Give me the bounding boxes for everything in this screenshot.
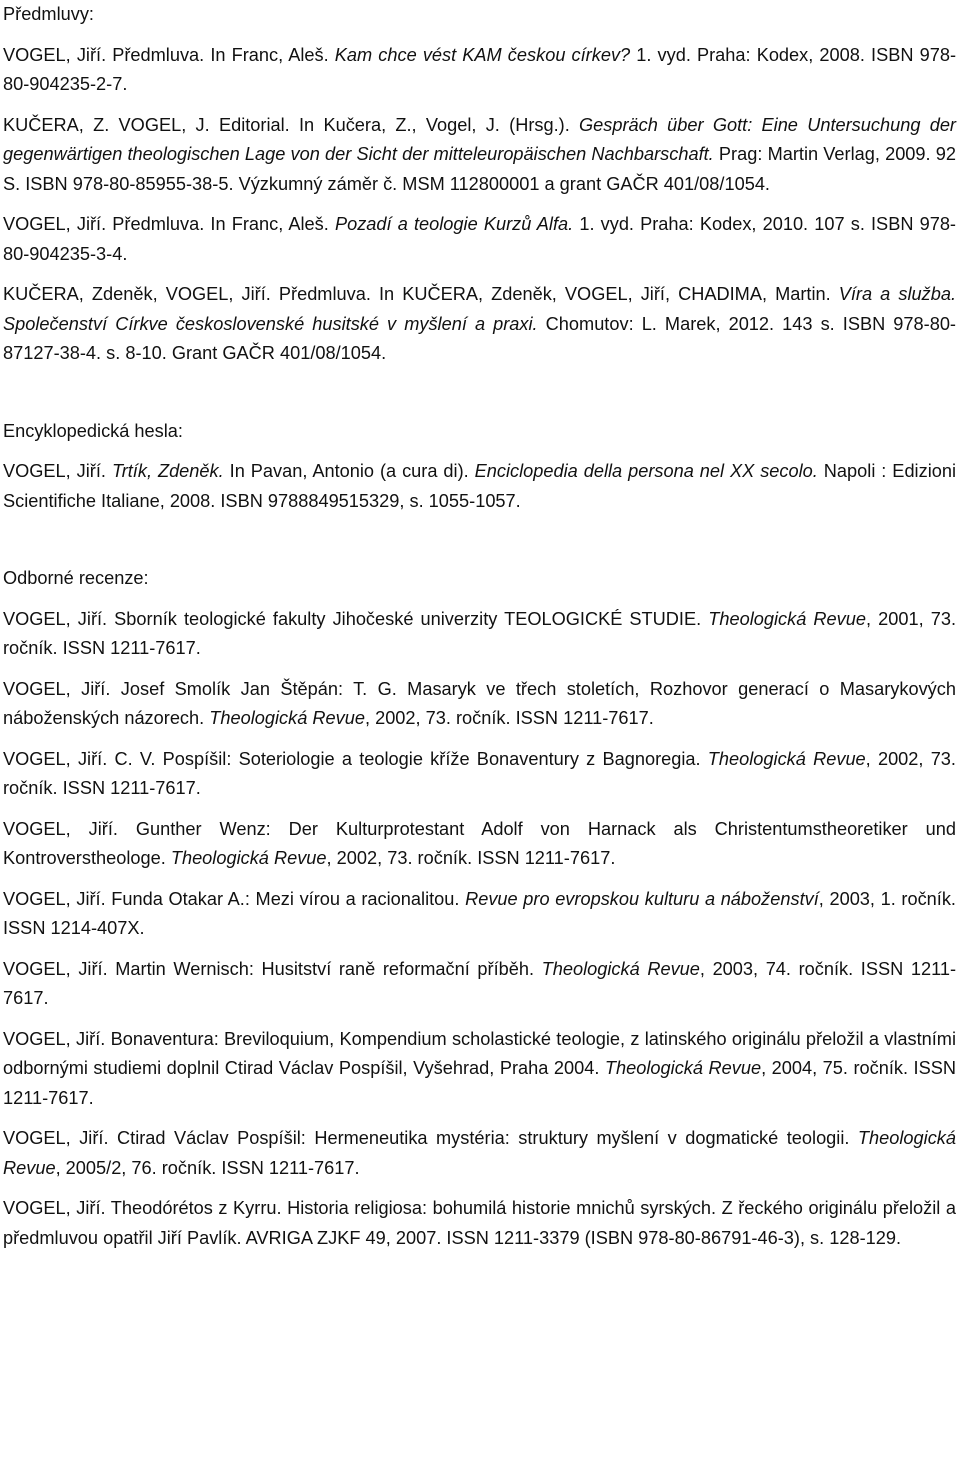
bib-entry: VOGEL, Jiří. Předmluva. In Franc, Aleš. Pozadí a teologie Kurzů Alfa. 1. vyd. Praha: Kodex, 2010. 107 s. ISBN 978-80-904235-3-4. (3, 214, 956, 264)
bib-entry: KUČERA, Zdeněk, VOGEL, Jiří. Předmluva. In KUČERA, Zdeněk, VOGEL, Jiří, CHADIMA, Martin. Víra a služba. Společenství Církve československé husitské v myšlení a praxi. Chomutov: L. Marek, 2012. 143 s. ISBN 978-80-87127-38-4. s. 8-10. Grant GAČR 401/08/1054. (3, 284, 956, 363)
bib-entry: VOGEL, Jiří. Bonaventura: Breviloquium, Kompendium scholastické teologie, z latinského originálu přeložil a vlastními odbornými studiemi doplnil Ctirad Václav Pospíšil, Vyšehrad, Praha 2004. Theologická Revue, 2004, 75. ročník. ISSN 1211-7617. (3, 1028, 956, 1108)
section-heading-reviews: Odborné recenze: (3, 568, 149, 588)
bib-entry: VOGEL, Jiří. Theodórétos z Kyrru. Historia religiosa: bohumilá historie mnichů syrských. Z řeckého originálu přeložil a předmluvou opatřil Jiří Pavlík. AVRIGA ZJKF 49, 2007. ISSN 1211-3379 (ISBN 978-80-86791-46-3), s. 128-129. (3, 1198, 956, 1248)
section-heading-forewords: Předmluvy: (3, 4, 94, 24)
bib-entry: VOGEL, Jiří. C. V. Pospíšil: Soteriologie a teologie kříže Bonaventury z Bagnoregia. Theologická Revue, 2002, 73. ročník. ISSN 1211-7617. (3, 748, 956, 798)
bib-entry: VOGEL, Jiří. Trtík, Zdeněk. In Pavan, Antonio (a cura di). Enciclopedia della persona nel XX secolo. Napoli : Edizioni Scientifiche Italiane, 2008. ISBN 9788849515329, s. 1055-1057. (3, 461, 957, 511)
bib-entry: VOGEL, Jiří. Sborník teologické fakulty Jihočeské univerzity TEOLOGICKÉ STUDIE. Theologická Revue, 2001, 73. ročník. ISSN 1211-7617. (3, 608, 956, 658)
section-heading-encyclopedia: Encyklopedická hesla: (3, 420, 183, 441)
bib-entry: KUČERA, Z. VOGEL, J. Editorial. In Kučera, Z., Vogel, J. (Hrsg.). Gespräch über Gott: Eine Untersuchung der gegenwärtigen theologischen Lage von der Sicht der mitteleuropäischen Nachbarschaft. Prag: Martin Verlag, 2009. 92 S. ISBN 978-80-85955-38-5. Výzkumný záměr č. MSM 112800001 a grant GAČR 401/08/1054. (3, 114, 956, 194)
bib-entry: VOGEL, Jiří. Martin Wernisch: Husitství raně reformační příběh. Theologická Revue, 2003, 74. ročník. ISSN 1211-7617. (3, 958, 957, 1008)
bib-entry: VOGEL, Jiří. Funda Otakar A.: Mezi vírou a racionalitou. Revue pro evropskou kulturu a náboženství, 2003, 1. ročník. ISSN 1214-407X. (3, 888, 956, 938)
bib-entry: VOGEL, Jiří. Ctirad Václav Pospíšil: Hermeneutika mystéria: struktury myšlení v dogmatické teologii. Theologická Revue, 2005/2, 76. ročník. ISSN 1211-7617. (3, 1128, 956, 1178)
bib-entry: VOGEL, Jiří. Předmluva. In Franc, Aleš. Kam chce vést KAM českou církev? 1. vyd. Praha: Kodex, 2008. ISBN 978-80-904235-2-7. (3, 44, 956, 94)
bib-entry: VOGEL, Jiří. Gunther Wenz: Der Kulturprotestant Adolf von Harnack als Christentumstheoretiker und Kontroverstheologe. Theologická Revue, 2002, 73. ročník. ISSN 1211-7617. (3, 818, 956, 868)
bib-entry: VOGEL, Jiří. Josef Smolík Jan Štěpán: T. G. Masaryk ve třech stoletích, Rozhovor generací o Masarykových náboženských názorech. Theologická Revue, 2002, 73. ročník. ISSN 1211-7617. (3, 678, 956, 728)
